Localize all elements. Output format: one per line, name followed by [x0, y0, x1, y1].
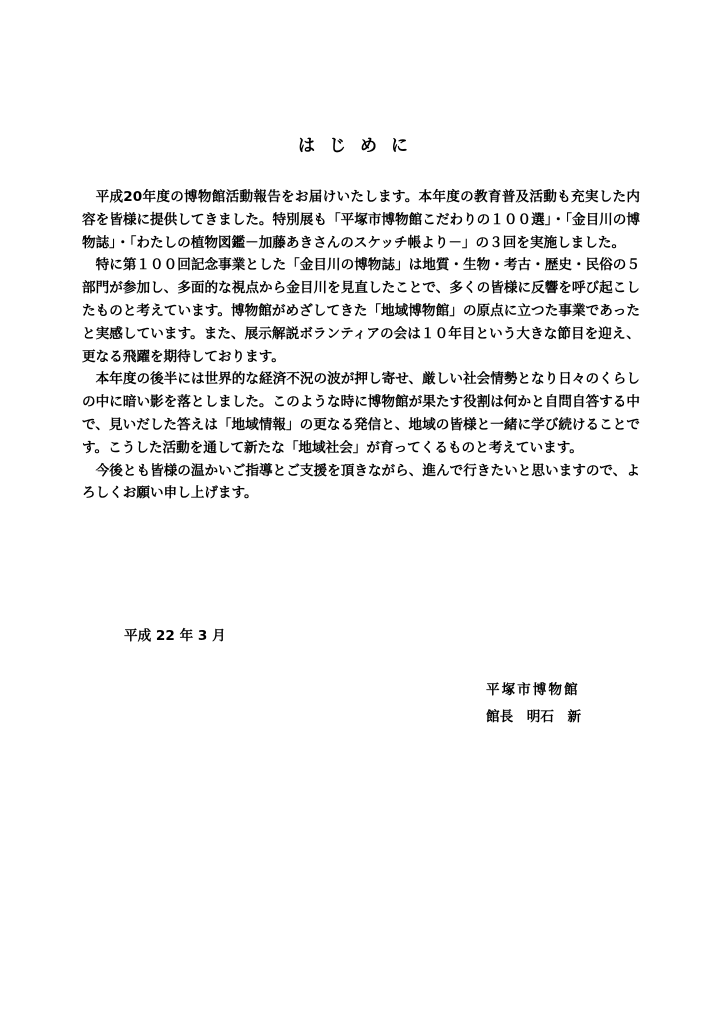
paragraph-kaneme-exhibition: 特に第１００回記念事業とした「金目川の博物誌」は地質・生物・考古・歴史・民俗の５部門が参加し、多面的な視点から金目川を見直したことで、多くの皆様に反響を呼び起こしたものと考えています。博物館がめざしてきた「地域博物館」の原点に立つた事業であったと実感しています。また、展示解説ボランティアの会は１０年目という大きな節目を迎え、更なる飛躍を期待しております。 — [82, 257, 640, 365]
director-signature: 館長 明石 新 — [486, 709, 582, 725]
page-title: はじめに — [298, 136, 422, 156]
document-date: 平成 22 年 3 月 — [124, 628, 226, 644]
organization-name: 平塚市博物館 — [486, 682, 580, 698]
paragraph-closing: 今後とも皆様の温かいご指導とご支援を頂きながら、進んで行きたいと思いますので、よろしくお願い申し上げます。 — [82, 462, 640, 502]
paragraph-economic-situation: 本年度の後半には世界的な経済不況の波が押し寄せ、厳しい社会情勢となり日々のくらしの中に暗い影を落としました。このような時に博物館が果たす役割は何かと自問自答する中で、見いだした答えは「地域情報」の更なる発信と、地域の皆様と一緒に学び続けることです。こうした活動を通して新たな「地域社会」が育ってくるものと考えています。 — [82, 371, 640, 456]
paragraph-intro: 平成20年度の博物館活動報告をお届けいたします。本年度の教育普及活動も充実した内容を皆様に提供してきました。特別展も「平塚市博物館こだわりの１００選」・「金目川の博物誌」・「わたしの植物図鑑－加藤あきさんのスケッチ帳より－」の３回を実施しました。 — [82, 189, 640, 251]
body-text — [82, 186, 640, 505]
